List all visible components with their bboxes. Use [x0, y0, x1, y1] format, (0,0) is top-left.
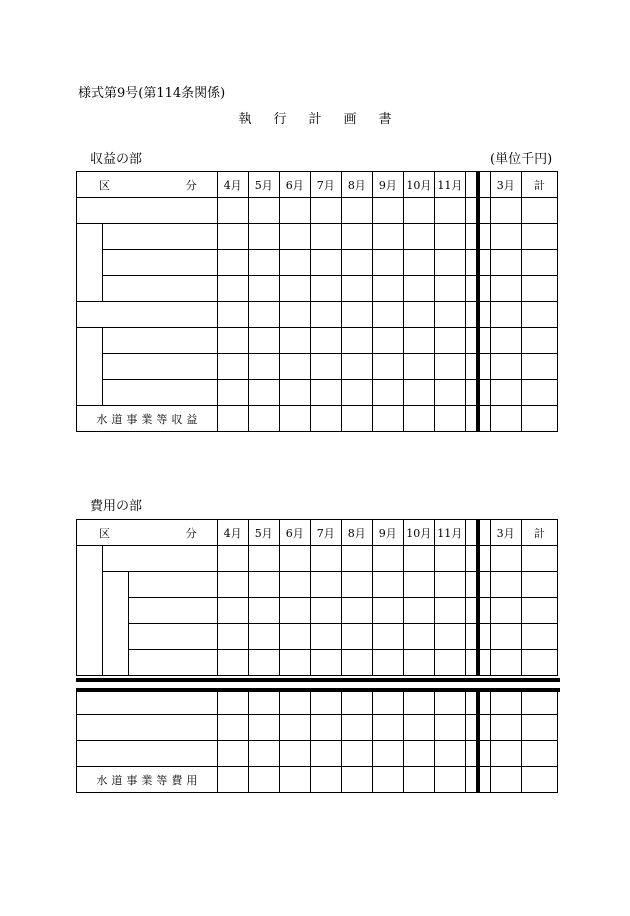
month-header: 8月 — [341, 172, 372, 198]
march-header: 3月 — [490, 172, 521, 198]
title-char: 行 — [273, 112, 287, 127]
kubun-ku: 区 — [99, 178, 110, 192]
revenue-section-label: 収益の部 — [90, 152, 143, 167]
month-header: 11月 — [434, 172, 465, 198]
kubun-header — [77, 520, 218, 546]
expense-header-row — [77, 520, 558, 546]
table-row — [77, 302, 558, 328]
table-row — [77, 689, 558, 715]
gap-cell — [465, 172, 477, 198]
item-cell — [128, 572, 217, 598]
table-row — [77, 546, 558, 572]
table-row — [77, 224, 558, 250]
month-header: 4月 — [217, 172, 248, 198]
title-char: 画 — [343, 112, 357, 127]
table-row — [77, 250, 558, 276]
title-char: 執 — [238, 112, 252, 127]
category-cell — [77, 302, 218, 328]
indent-cell — [77, 328, 103, 406]
month-header: 7月 — [310, 520, 341, 546]
category-cell — [102, 546, 217, 572]
category-cell — [77, 689, 218, 715]
kubun-bun: 分 — [185, 526, 197, 540]
month-header: 9月 — [372, 520, 403, 546]
gap-cell — [478, 520, 490, 546]
month-header: 11月 — [434, 520, 465, 546]
item-cell — [128, 650, 217, 676]
table-row — [77, 572, 558, 598]
month-header: 5月 — [248, 520, 279, 546]
month-header: 6月 — [279, 172, 310, 198]
total-header: 計 — [521, 520, 557, 546]
table-row — [77, 741, 558, 767]
revenue-total-label: 水 道 事 業 等 収 益 — [77, 406, 218, 432]
kubun-bun: 分 — [185, 178, 197, 192]
form-number: 様式第9号(第114条関係) — [78, 86, 226, 101]
expense-section-label: 費用の部 — [90, 499, 143, 514]
kubun-ku: 区 — [99, 526, 110, 540]
document-title — [0, 108, 630, 127]
table-row — [77, 624, 558, 650]
item-cell — [102, 224, 217, 250]
gap-cell — [478, 172, 490, 198]
item-cell — [102, 328, 217, 354]
gap-cell — [465, 520, 477, 546]
revenue-header-row — [77, 172, 558, 198]
indent-cell — [77, 546, 103, 676]
total-header: 計 — [521, 172, 557, 198]
expense-total-label: 水 道 事 業 等 費 用 — [77, 767, 218, 793]
expense-table — [76, 519, 558, 793]
revenue-table — [76, 171, 558, 432]
table-row — [77, 715, 558, 741]
category-cell — [77, 741, 218, 767]
month-header: 7月 — [310, 172, 341, 198]
title-char: 書 — [378, 112, 392, 127]
table-row — [77, 650, 558, 676]
item-cell — [102, 354, 217, 380]
break-line-bottom — [76, 688, 560, 692]
table-row — [77, 276, 558, 302]
table-row — [77, 598, 558, 624]
item-cell — [102, 276, 217, 302]
month-header: 5月 — [248, 172, 279, 198]
month-header: 9月 — [372, 172, 403, 198]
table-row — [77, 380, 558, 406]
category-cell — [77, 198, 218, 224]
revenue-total-row — [77, 406, 558, 432]
item-cell — [102, 380, 217, 406]
indent-cell — [77, 224, 103, 302]
month-header: 6月 — [279, 520, 310, 546]
indent-cell — [102, 572, 128, 676]
table-row — [77, 198, 558, 224]
table-row — [77, 354, 558, 380]
unit-label: (単位千円) — [490, 152, 553, 167]
march-header: 3月 — [490, 520, 521, 546]
table-row — [77, 328, 558, 354]
month-header: 8月 — [341, 520, 372, 546]
item-cell — [128, 624, 217, 650]
title-char: 計 — [308, 112, 322, 127]
break-line-top — [76, 678, 560, 682]
month-header: 10月 — [403, 520, 434, 546]
month-header: 4月 — [217, 520, 248, 546]
item-cell — [102, 250, 217, 276]
category-cell — [77, 715, 218, 741]
item-cell — [128, 598, 217, 624]
expense-total-row — [77, 767, 558, 793]
month-header: 10月 — [403, 172, 434, 198]
kubun-header — [77, 172, 218, 198]
